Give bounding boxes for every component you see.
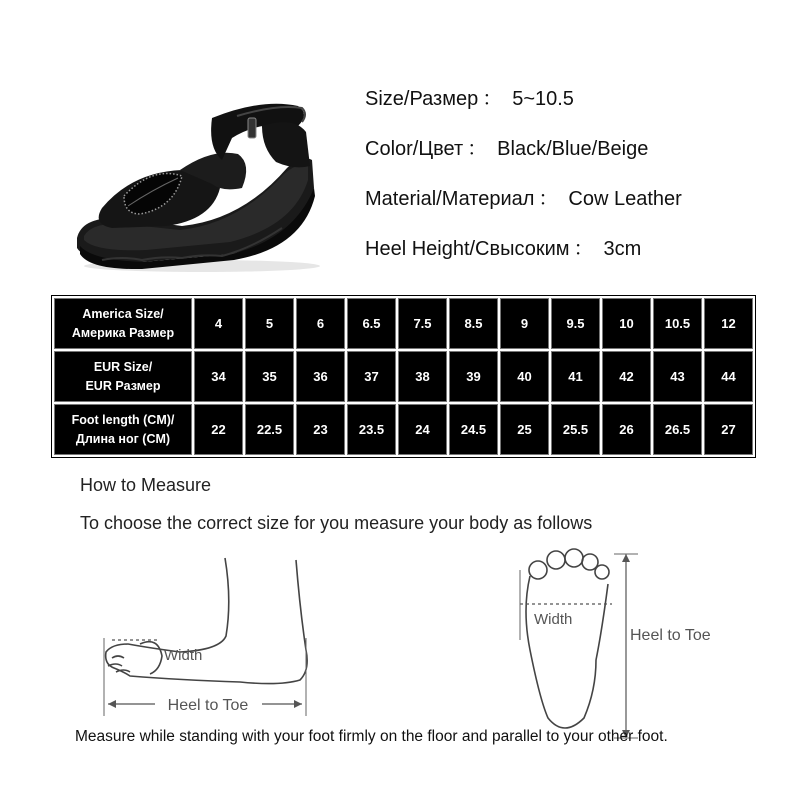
spec-separator: ： (573, 238, 594, 260)
spec-separator: ： (467, 138, 488, 160)
table-cell: 9 (500, 298, 549, 349)
arrowhead-icon (622, 554, 630, 562)
header-line: Foot length (CM)/ (71, 412, 175, 427)
spec-separator: ： (538, 188, 559, 210)
table-cell: 42 (602, 351, 651, 402)
table-cell: 24 (398, 404, 447, 455)
spec-heel-label: Heel Height/Свысоким (365, 238, 570, 260)
size-chart-table (51, 295, 756, 458)
table-cell: 34 (194, 351, 243, 402)
how-to-measure-subtitle: To choose the correct size for you measure your body as follows (80, 513, 593, 533)
spec-heel-height (365, 232, 641, 261)
table-cell: 44 (704, 351, 753, 402)
table-cell: 40 (500, 351, 549, 402)
top-width-label: Width (534, 611, 573, 628)
side-foot-illustration (106, 558, 307, 684)
spec-size-value: 5~10.5 (512, 88, 574, 110)
table-cell: 22.5 (245, 404, 294, 455)
table-cell: 25 (500, 404, 549, 455)
table-cell: 10 (602, 298, 651, 349)
how-to-measure-title: How to Measure (80, 475, 212, 495)
table-cell: 8.5 (449, 298, 498, 349)
table-cell: 43 (653, 351, 702, 402)
header-line: EUR Size/ (93, 359, 153, 374)
spec-size-label: Size/Размер (365, 88, 479, 110)
table-cell: 39 (449, 351, 498, 402)
table-cell: 38 (398, 351, 447, 402)
table-cell: 12 (704, 298, 753, 349)
table-cell: 5 (245, 298, 294, 349)
spec-material-value: Cow Leather (568, 188, 682, 210)
spec-color-label: Color/Цвет (365, 138, 464, 160)
arrowhead-icon (294, 700, 302, 708)
table-cell: 6 (296, 298, 345, 349)
table-cell: 25.5 (551, 404, 600, 455)
table-cell: 26.5 (653, 404, 702, 455)
table-cell: 24.5 (449, 404, 498, 455)
header-line: America Size/ (82, 306, 164, 321)
top-foot-illustration (526, 549, 609, 728)
spec-color-value: Black/Blue/Beige (497, 138, 649, 160)
table-cell: 35 (245, 351, 294, 402)
table-cell: 23 (296, 404, 345, 455)
measure-instruction: Measure while standing with your foot firmly on the floor and parallel to your other foot. (75, 728, 668, 745)
table-cell: 23.5 (347, 404, 396, 455)
table-cell: 4 (194, 298, 243, 349)
spec-size (365, 82, 574, 111)
table-cell: 27 (704, 404, 753, 455)
header-line: Длина ног (CM) (75, 431, 171, 446)
table-cell: 6.5 (347, 298, 396, 349)
table-row (54, 404, 753, 455)
arrowhead-icon (108, 700, 116, 708)
table-row (54, 351, 753, 402)
row-header-us (54, 298, 192, 349)
header-line: Америка Размер (71, 325, 175, 340)
table-cell: 7.5 (398, 298, 447, 349)
spec-material (365, 182, 682, 211)
sandal-product-image (62, 88, 332, 278)
top-length-label: Heel to Toe (630, 627, 711, 644)
row-header-eur (54, 351, 192, 402)
table-cell: 9.5 (551, 298, 600, 349)
spec-color (365, 132, 648, 161)
spec-material-label: Material/Материал (365, 188, 535, 210)
spec-heel-value: 3cm (603, 238, 642, 260)
table-cell: 41 (551, 351, 600, 402)
table-cell: 36 (296, 351, 345, 402)
row-header-foot-length (54, 404, 192, 455)
table-cell: 22 (194, 404, 243, 455)
table-cell: 10.5 (653, 298, 702, 349)
table-cell: 37 (347, 351, 396, 402)
table-row (54, 298, 753, 349)
header-line: EUR Pазмер (85, 378, 161, 393)
spec-separator: ： (482, 88, 503, 110)
side-width-label: Width (164, 647, 203, 664)
side-length-label: Heel to Toe (167, 697, 249, 714)
table-cell: 26 (602, 404, 651, 455)
